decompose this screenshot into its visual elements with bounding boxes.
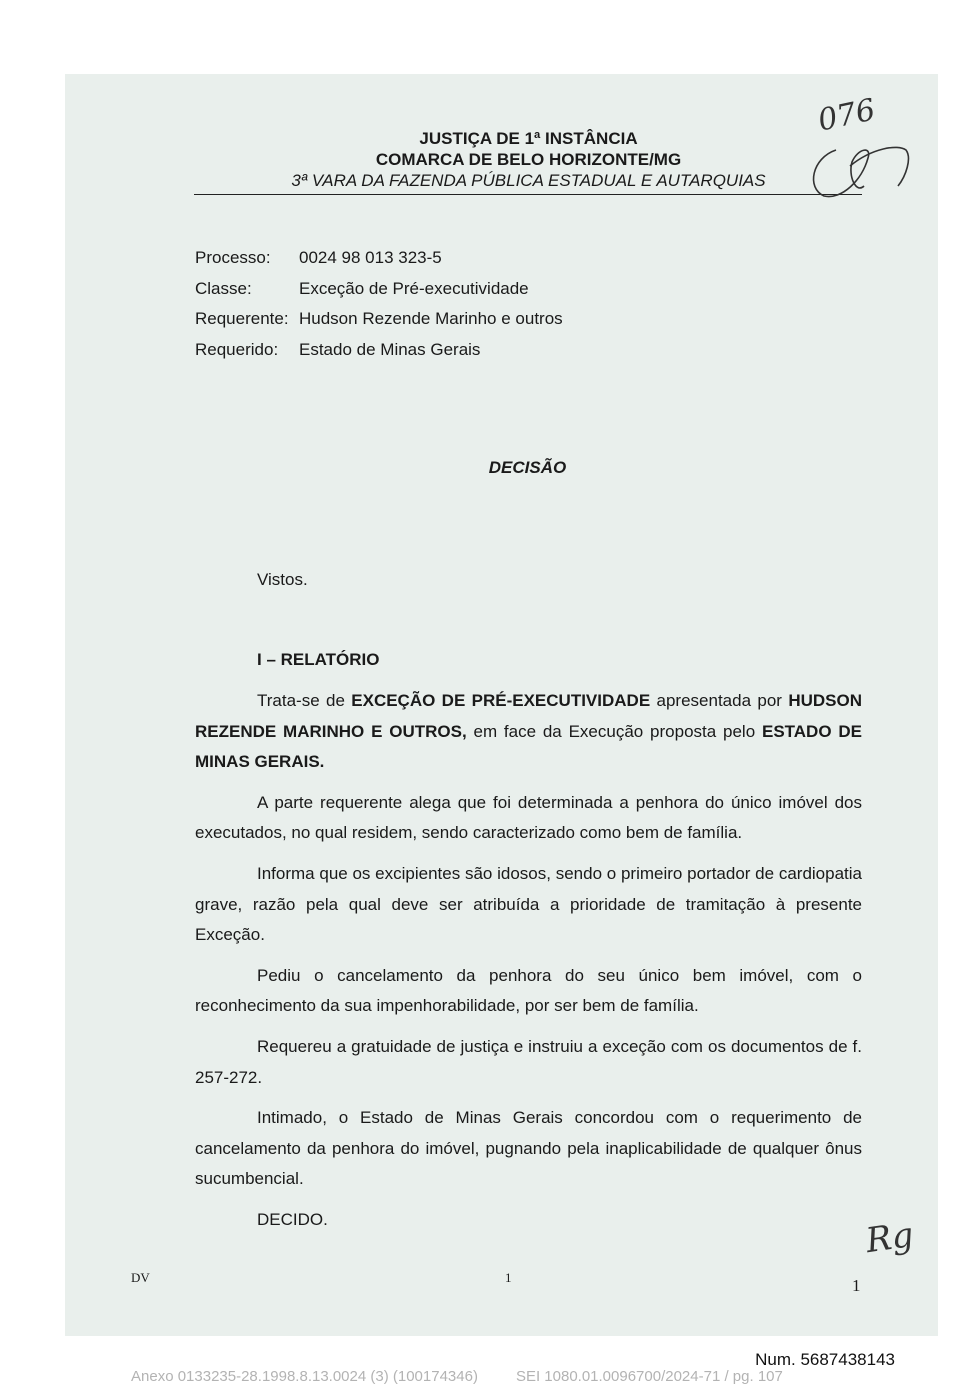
page-number: 1 (852, 1276, 861, 1295)
document-title: DECISÃO (488, 458, 567, 477)
court-header (195, 128, 862, 192)
p1-bold: ESTADO DE MINAS GERAIS. (195, 721, 862, 772)
footer-center: 1 (505, 1270, 512, 1285)
meta-row-process (195, 246, 563, 277)
court-division: 3ª VARA DA FAZENDA PÚBLICA ESTADUAL E AUTARQUIAS (291, 171, 766, 190)
court-instance: JUSTIÇA DE 1ª INSTÂNCIA (419, 129, 638, 148)
vistos: Vistos. (257, 570, 308, 589)
meta-label: Processo: (195, 248, 271, 267)
paragraph-1 (195, 686, 862, 778)
meta-value: Estado de Minas Gerais (299, 339, 481, 359)
p1-text: Trata-se de (257, 691, 352, 710)
court-district: COMARCA DE BELO HORIZONTE/MG (375, 150, 682, 169)
paragraph-4: Pediu o cancelamento da penhora do seu único bem imóvel, com o reconhecimento da sua impenhorabilidade, por ser bem de família. (195, 965, 862, 1016)
p1-text: apresentada por (650, 691, 789, 710)
document-number: Num. 5687438143 (755, 1350, 895, 1369)
p1-bold: EXCEÇÃO DE PRÉ-EXECUTIVIDADE (351, 691, 651, 710)
meta-label: Requerente: (195, 309, 289, 328)
body-text (195, 686, 862, 1236)
paragraph-2: A parte requerente alega que foi determinada a penhora do único imóvel dos executados, no qual residem, sendo caracterizado como bem de família. (195, 792, 862, 843)
p1-text: em face da Execução proposta pelo (466, 721, 762, 741)
paragraph-6: Intimado, o Estado de Minas Gerais concordou com o requerimento de cancelamento da penhora do imóvel, pugnando pela inaplicabilidade de qualquer ônus sucumbencial. (195, 1108, 862, 1189)
meta-row-class (195, 277, 563, 308)
footer-left: DV (131, 1270, 150, 1285)
section-heading: I – RELATÓRIO (257, 650, 380, 669)
handwritten-initials-top (802, 136, 912, 206)
decido: DECIDO. (257, 1209, 328, 1229)
meta-label: Classe: (195, 278, 252, 298)
meta-row-respondent (195, 338, 563, 369)
handwritten-folio: 076 (814, 92, 879, 139)
handwritten-initials-bottom: Rg (863, 1214, 916, 1262)
header-rule (194, 194, 862, 195)
meta-row-applicant (195, 307, 563, 338)
meta-value: Hudson Rezende Marinho e outros (299, 309, 563, 328)
annex-stamp (131, 1368, 783, 1385)
meta-value: Exceção de Pré-executividade (299, 278, 529, 298)
sei-reference: SEI 1080.01.0096700/2024-71 / pg. 107 (515, 1368, 783, 1385)
paragraph-3: Informa que os excipientes são idosos, sendo o primeiro portador de cardiopatia grave, razão pela qual deve ser atribuída a prioridade de tramitação à presente Exceção. (195, 863, 862, 945)
annex-reference: Anexo 0133235-28.1998.8.13.0024 (3) (100174346) (131, 1368, 478, 1385)
meta-value: 0024 98 013 323-5 (299, 248, 442, 267)
paragraph-5: Requereu a gratuidade de justiça e instruiu a exceção com os documentos de f. 257-272. (195, 1036, 862, 1087)
meta-label: Requerido: (195, 339, 279, 359)
p1-bold: HUDSON REZENDE MARINHO E OUTROS, (195, 691, 862, 741)
case-metadata (195, 246, 563, 368)
